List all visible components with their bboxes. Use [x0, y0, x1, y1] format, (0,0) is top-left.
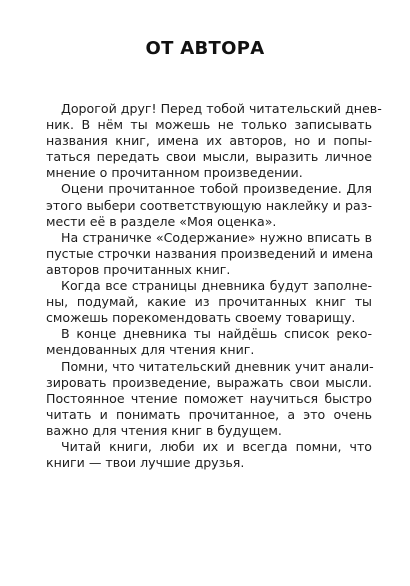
- text-line: ны, подумай, какие из прочитанных книг ты: [46, 294, 372, 310]
- text-line: таться передать свои мысли, выразить личное: [46, 149, 372, 165]
- text-line: ник. В нём ты можешь не только записывать: [46, 117, 372, 133]
- text-line: читать и понимать прочитанное, а это очень: [46, 406, 372, 422]
- text-line: мести её в разделе «Моя оценка».: [46, 213, 277, 229]
- text-line: пустые строчки названия произведений и имена: [46, 245, 374, 261]
- text-line: сможешь порекомендовать своему товарищу.: [46, 310, 356, 326]
- text-line: На страничке «Содержание» нужно вписать в: [61, 229, 372, 245]
- text-line: В конце дневника ты найдёшь список реко-: [61, 326, 372, 342]
- text-line: мнение о прочитанном произведении.: [46, 165, 303, 181]
- text-line: важно для чтения книг в будущем.: [46, 422, 282, 438]
- text-line: Постоянное чтение поможет научиться быстро: [46, 390, 372, 406]
- text-line: зировать произведение, выражать свои мысли.: [46, 374, 372, 390]
- text-line: мендованных для чтения книг.: [46, 342, 255, 358]
- text-line: Оцени прочитанное тобой произведение. Для: [61, 181, 372, 197]
- text-line: Читай книги, люби их и всегда помни, что: [61, 438, 372, 454]
- text-line: этого выбери соответствующую наклейку и раз-: [46, 197, 372, 213]
- page-title: ОТ АВТОРА: [145, 38, 265, 59]
- body-text: [46, 101, 382, 471]
- text-line: Когда все страницы дневника будут заполне-: [61, 278, 372, 294]
- text-line: Помни, что читательский дневник учит анали-: [61, 358, 374, 374]
- text-line: Дорогой друг! Перед тобой читательский днев-: [61, 101, 382, 116]
- text-line: книги — твои лучшие друзья.: [46, 455, 245, 471]
- text-line: названия книг, имена их авторов, но и попы-: [46, 133, 372, 149]
- text-line: авторов прочитанных книг.: [46, 261, 231, 277]
